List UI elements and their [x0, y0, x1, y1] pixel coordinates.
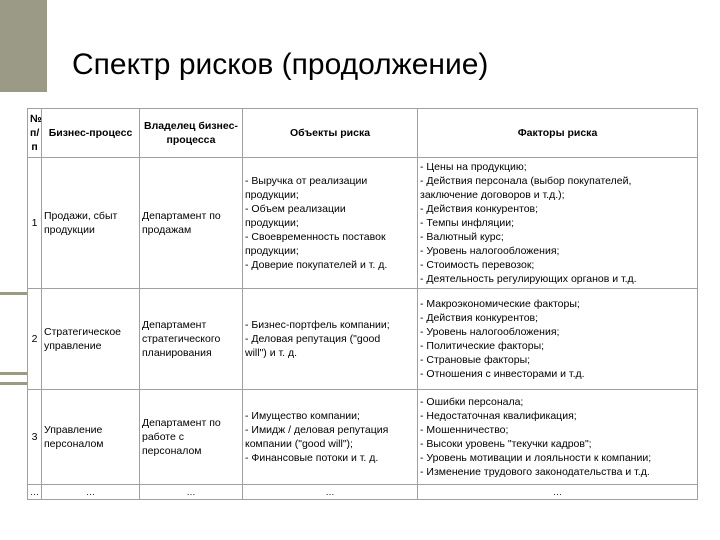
header-owner: Владелец бизнес-процесса: [140, 109, 243, 158]
row-factors: - Цены на продукцию; - Действия персонала (выбор покупателей, заключение договоров и т.д.); - Действия конкурентов; - Темпы инфляции; - Валютный курс; - Уровень налогообложения; - Стоимость перевозок; - Деятельность регулирующих органов и т.д.: [418, 158, 698, 289]
row-num: 3: [28, 390, 42, 485]
row-num: 1: [28, 158, 42, 289]
row-objects: - Имущество компании; - Имидж / деловая репутация компании ("good will"); - Финансовые потоки и т. д.: [243, 390, 418, 485]
header-factors: Факторы риска: [418, 109, 698, 158]
slide-title: Спектр рисков (продолжение): [72, 48, 489, 81]
row-owner: Департамент по продажам: [140, 158, 243, 289]
ellipsis-objects: …: [243, 485, 418, 500]
row-factors: - Макроэкономические факторы; - Действия конкурентов; - Уровень налогообложения; - Политические факторы; - Страновые факторы; - Отношения с инвесторами и т.д.: [418, 289, 698, 390]
table-row: [28, 390, 698, 485]
risk-table: [27, 108, 698, 500]
table-row: [28, 289, 698, 390]
row-factors: - Ошибки персонала; - Недостаточная квалификация; - Мошенничество; - Высоки уровень "текучки кадров"; - Уровень мотивации и лояльности к компании; - Изменение трудового законодательства и т.д.: [418, 390, 698, 485]
row-process: Управление персоналом: [42, 390, 140, 485]
row-owner: Департамент стратегического планирования: [140, 289, 243, 390]
row-owner: Департамент по работе с персоналом: [140, 390, 243, 485]
row-process: Стратегическое управление: [42, 289, 140, 390]
ellipsis-factors: …: [418, 485, 698, 500]
header-process: Бизнес-процесс: [42, 109, 140, 158]
ellipsis-process: …: [42, 485, 140, 500]
row-process: Продажи, сбыт продукции: [42, 158, 140, 289]
ellipsis-num: …: [28, 485, 42, 500]
table-ellipsis-row: [28, 485, 698, 500]
decor-stripe: [0, 0, 47, 92]
row-objects: - Бизнес-портфель компании; - Деловая репутация ("good will") и т. д.: [243, 289, 418, 390]
row-objects: - Выручка от реализации продукции; - Объем реализации продукции; - Своевременность поставок продукции; - Доверие покупателей и т. д.: [243, 158, 418, 289]
ellipsis-owner: …: [140, 485, 243, 500]
row-num: 2: [28, 289, 42, 390]
header-num: № п/ п: [28, 109, 42, 158]
header-objects: Объекты риска: [243, 109, 418, 158]
table-row: [28, 158, 698, 289]
table-header-row: [28, 109, 698, 158]
